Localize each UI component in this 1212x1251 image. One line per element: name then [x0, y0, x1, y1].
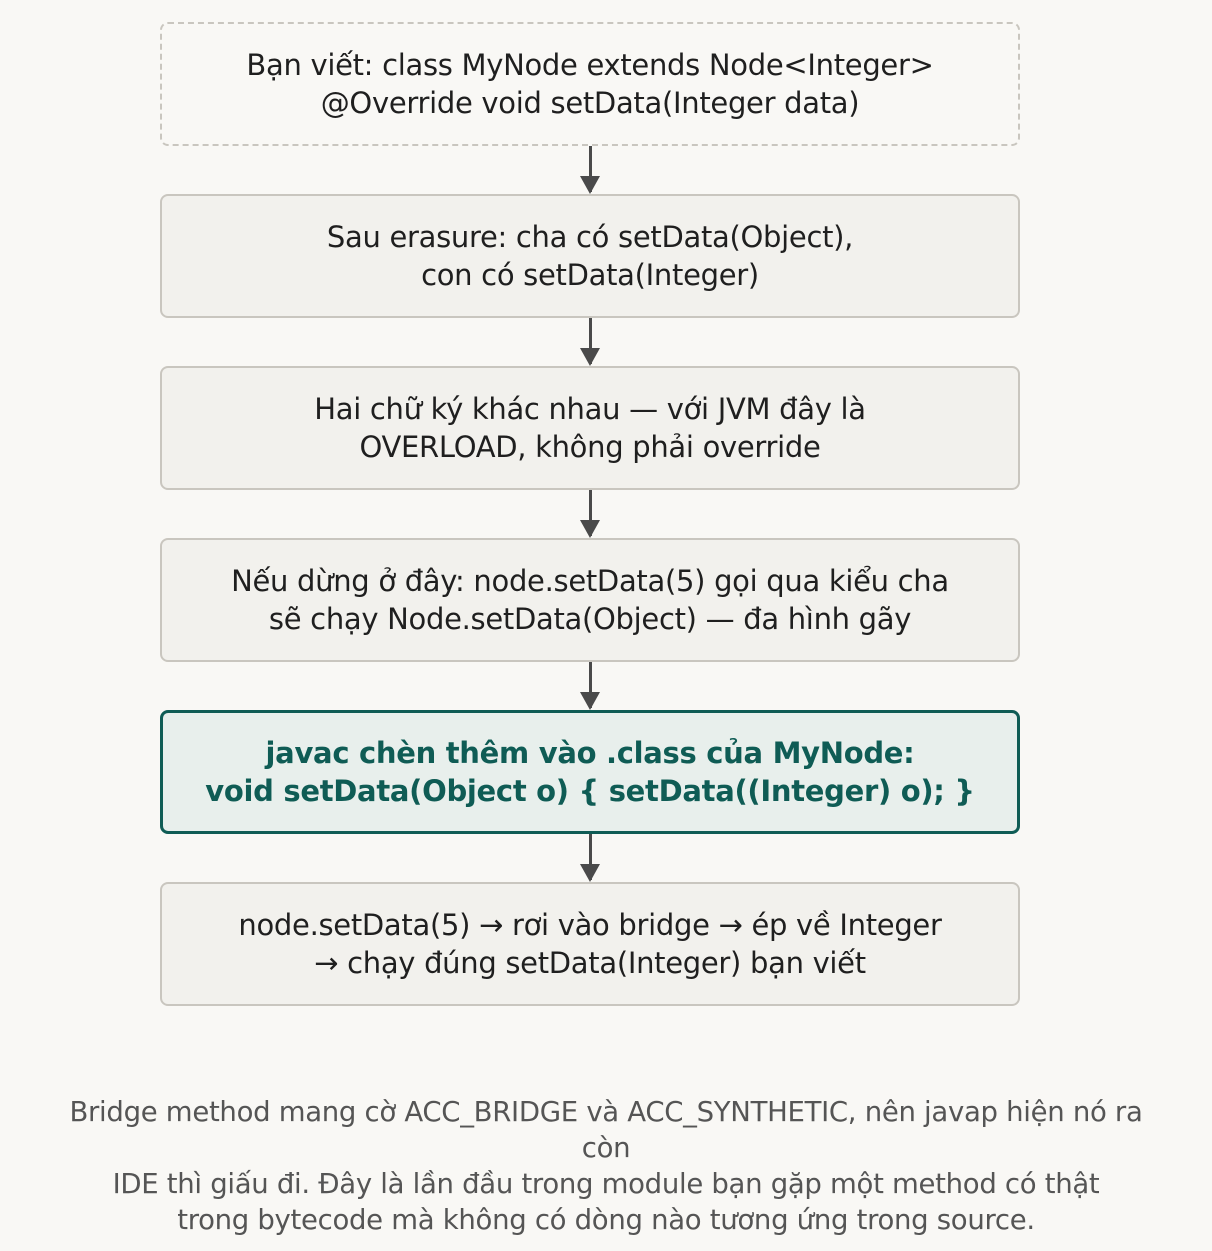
step-line: javac chèn thêm vào .class của MyNode:	[265, 736, 915, 770]
step-after-erasure	[160, 194, 1020, 318]
step-source-code	[160, 22, 1020, 146]
caption	[0, 1094, 1212, 1238]
step-bridge-method	[160, 710, 1020, 834]
step-line: Bạn viết: class MyNode extends Node<Integer>	[246, 48, 934, 82]
step-line: → chạy đúng setData(Integer) bạn viết	[314, 946, 866, 980]
arrow-connector	[589, 318, 592, 364]
step-overload	[160, 366, 1020, 490]
arrow-connector	[589, 834, 592, 880]
step-line: void setData(Object o) { setData((Integer) o); }	[205, 774, 975, 808]
arrow-connector	[589, 146, 592, 192]
step-line: Nếu dừng ở đây: node.setData(5) gọi qua kiểu cha	[231, 564, 949, 598]
arrow-connector	[589, 662, 592, 708]
caption-line: còn	[581, 1132, 631, 1164]
caption-line: IDE thì giấu đi. Đây là lần đầu trong module bạn gặp một method có thật	[112, 1168, 1100, 1200]
step-line: OVERLOAD, không phải override	[359, 430, 821, 464]
caption-line: trong bytecode mà không có dòng nào tương ứng trong source.	[177, 1204, 1035, 1236]
arrow-connector	[589, 490, 592, 536]
step-dispatch-result	[160, 882, 1020, 1006]
step-line: node.setData(5) → rơi vào bridge → ép về Integer	[238, 908, 942, 942]
step-line: Sau erasure: cha có setData(Object),	[326, 220, 854, 254]
caption-line: Bridge method mang cờ ACC_BRIDGE và ACC_SYNTHETIC, nên javap hiện nó ra	[69, 1096, 1143, 1128]
step-line: Hai chữ ký khác nhau — với JVM đây là	[314, 392, 866, 426]
step-line: con có setData(Integer)	[421, 258, 759, 292]
step-line: @Override void setData(Integer data)	[320, 86, 860, 120]
step-broken-polymorphism	[160, 538, 1020, 662]
step-line: sẽ chạy Node.setData(Object) — đa hình gãy	[268, 602, 912, 636]
